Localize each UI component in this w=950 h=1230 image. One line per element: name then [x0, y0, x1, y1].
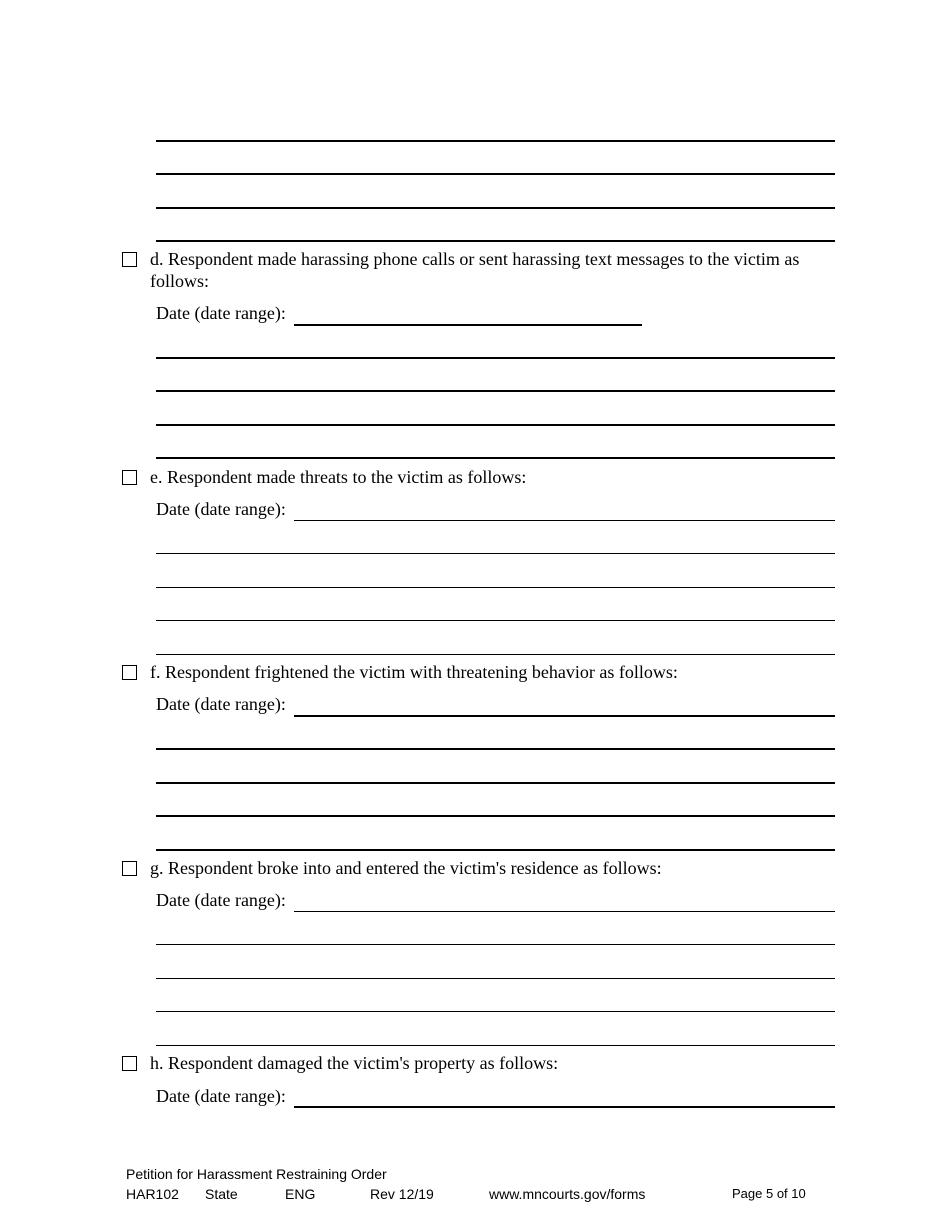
item-e-date-field[interactable] [294, 520, 835, 521]
item-d-date-field[interactable] [294, 324, 642, 326]
answer-line[interactable] [156, 140, 835, 142]
item-d-text-line2: follows: [150, 271, 210, 291]
item-e-date-label: Date (date range): [156, 499, 286, 519]
answer-line[interactable] [156, 457, 835, 459]
answer-line[interactable] [156, 1011, 835, 1012]
answer-line[interactable] [156, 207, 835, 209]
answer-line[interactable] [156, 978, 835, 979]
footer-form-code: HAR102 [126, 1186, 179, 1202]
item-f-text: f. Respondent frightened the victim with threatening behavior as follows: [150, 662, 678, 682]
footer-revision: Rev 12/19 [370, 1186, 434, 1202]
item-f-date-label: Date (date range): [156, 694, 286, 714]
answer-line[interactable] [156, 782, 835, 784]
footer-website: www.mncourts.gov/forms [489, 1186, 646, 1202]
answer-line[interactable] [156, 620, 835, 621]
item-f-date-field[interactable] [294, 715, 835, 717]
item-h-date-field[interactable] [294, 1106, 835, 1108]
item-d-checkbox[interactable] [122, 252, 137, 267]
item-d-date-label: Date (date range): [156, 303, 286, 323]
answer-line[interactable] [156, 240, 835, 242]
item-f-checkbox[interactable] [122, 665, 137, 680]
item-g-date-label: Date (date range): [156, 890, 286, 910]
answer-line[interactable] [156, 357, 835, 359]
answer-line[interactable] [156, 849, 835, 851]
item-e-text: e. Respondent made threats to the victim as follows: [150, 467, 527, 487]
footer-form-title: Petition for Harassment Restraining Order [126, 1166, 387, 1182]
item-g-text: g. Respondent broke into and entered the victim's residence as follows: [150, 858, 662, 878]
item-h-text: h. Respondent damaged the victim's property as follows: [150, 1053, 559, 1073]
footer-page-number: Page 5 of 10 [732, 1186, 806, 1201]
answer-line[interactable] [156, 553, 835, 554]
answer-line[interactable] [156, 424, 835, 426]
item-g-date-field[interactable] [294, 911, 835, 912]
answer-line[interactable] [156, 654, 835, 655]
answer-line[interactable] [156, 1045, 835, 1046]
footer-language: ENG [285, 1186, 316, 1202]
answer-line[interactable] [156, 390, 835, 392]
footer-jurisdiction: State [205, 1186, 238, 1202]
item-h-checkbox[interactable] [122, 1056, 137, 1071]
item-g-checkbox[interactable] [122, 861, 137, 876]
answer-line[interactable] [156, 173, 835, 175]
answer-line[interactable] [156, 944, 835, 945]
answer-line[interactable] [156, 815, 835, 817]
item-d-text-line1: d. Respondent made harassing phone calls or sent harassing text messages to the victim as [150, 249, 800, 269]
item-h-date-label: Date (date range): [156, 1086, 286, 1106]
item-e-checkbox[interactable] [122, 470, 137, 485]
answer-line[interactable] [156, 587, 835, 588]
answer-line[interactable] [156, 748, 835, 750]
